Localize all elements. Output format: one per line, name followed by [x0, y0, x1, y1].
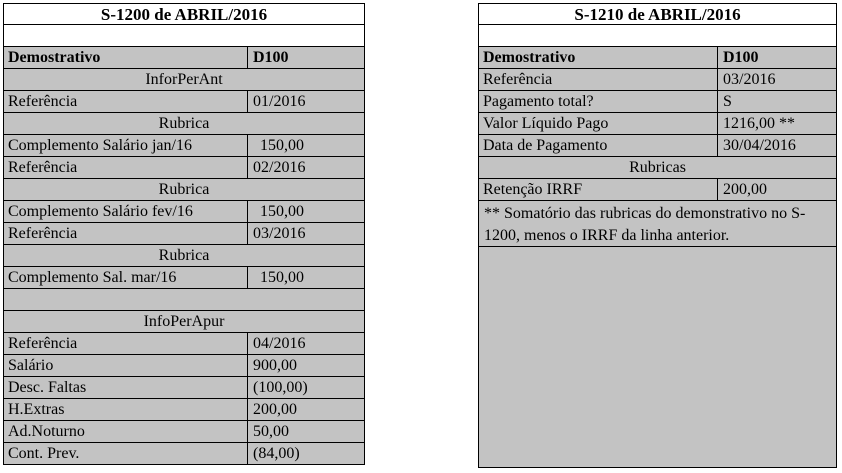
table-row [4, 135, 364, 157]
row-label: Ad.Noturno [8, 423, 85, 440]
row-value: S [717, 91, 836, 112]
row-value: 30/04/2016 [717, 135, 836, 156]
table-row [4, 443, 364, 465]
table-row [479, 69, 836, 91]
row-value: 900,00 [247, 355, 364, 376]
header-row [4, 47, 364, 69]
row-label: Referência [483, 71, 553, 88]
row-value: 200,00 [247, 399, 364, 420]
rubrica-header: Rubrica [4, 179, 364, 201]
payment-rows [479, 69, 836, 157]
header-label: Demostrativo [8, 49, 101, 66]
row-value: 150,00 [247, 267, 364, 288]
s1210-title: S-1210 de ABRIL/2016 [479, 3, 836, 25]
table-row [4, 223, 364, 245]
row-label: Complemento Salário fev/16 [8, 203, 193, 220]
header-value: D100 [247, 47, 364, 68]
table-row [4, 267, 364, 289]
spacer-row [4, 289, 364, 311]
row-value: (100,00) [247, 377, 364, 398]
s1200-panel [3, 3, 365, 465]
row-label: Referência [8, 335, 78, 352]
s1210-panel [478, 3, 837, 468]
row-label: Pagamento total? [483, 93, 594, 110]
table-row [4, 421, 364, 443]
section-rubricas: Rubricas [479, 157, 836, 179]
row-value: 02/2016 [247, 157, 364, 178]
rubrica-header: Rubrica [4, 113, 364, 135]
table-row [4, 399, 364, 421]
header-label: Demostrativo [483, 49, 576, 66]
table-row [4, 201, 364, 223]
table-row [4, 333, 364, 355]
row-value: 04/2016 [247, 333, 364, 354]
row-value: 200,00 [717, 179, 836, 200]
row-value: 03/2016 [247, 223, 364, 244]
table-row [4, 91, 364, 113]
blank-row [479, 25, 836, 47]
table-row [4, 377, 364, 399]
header-value: D100 [717, 47, 836, 68]
row-value: 150,00 [247, 201, 364, 222]
row-value: 01/2016 [247, 91, 364, 112]
table-row [479, 179, 836, 201]
row-value: 150,00 [247, 135, 364, 156]
table-row [479, 91, 836, 113]
table-row [4, 157, 364, 179]
row-value: 03/2016 [717, 69, 836, 90]
row-label: Referência [8, 93, 78, 110]
row-label: Complemento Salário jan/16 [8, 137, 192, 154]
row-label: Salário [8, 357, 54, 374]
row-label: Referência [8, 159, 78, 176]
row-label: Retenção IRRF [483, 181, 583, 198]
s1200-title: S-1200 de ABRIL/2016 [4, 3, 364, 25]
table-row [4, 355, 364, 377]
row-label: Valor Líquido Pago [483, 115, 609, 132]
empty-area [479, 247, 836, 468]
row-label: Referência [8, 225, 78, 242]
row-value: 1216,00 ** [717, 113, 836, 134]
apur-rows [4, 333, 364, 465]
header-row [479, 47, 836, 69]
row-label: Desc. Faltas [8, 379, 87, 396]
blank-row [4, 25, 364, 47]
row-value: (84,00) [247, 443, 364, 464]
table-row [479, 135, 836, 157]
row-label: H.Extras [8, 401, 65, 418]
section-infor-per-ant: InforPerAnt [4, 69, 364, 91]
row-label: Data de Pagamento [483, 137, 608, 154]
row-value: 50,00 [247, 421, 364, 442]
section-info-per-apur: InfoPerApur [4, 311, 364, 333]
row-label: Cont. Prev. [8, 445, 80, 462]
rubrica-header: Rubrica [4, 245, 364, 267]
table-row [479, 113, 836, 135]
footnote: ** Somatório das rubricas do demonstrativo no S-1200, menos o IRRF da linha anterior. [479, 201, 836, 247]
row-label: Complemento Sal. mar/16 [8, 269, 177, 286]
